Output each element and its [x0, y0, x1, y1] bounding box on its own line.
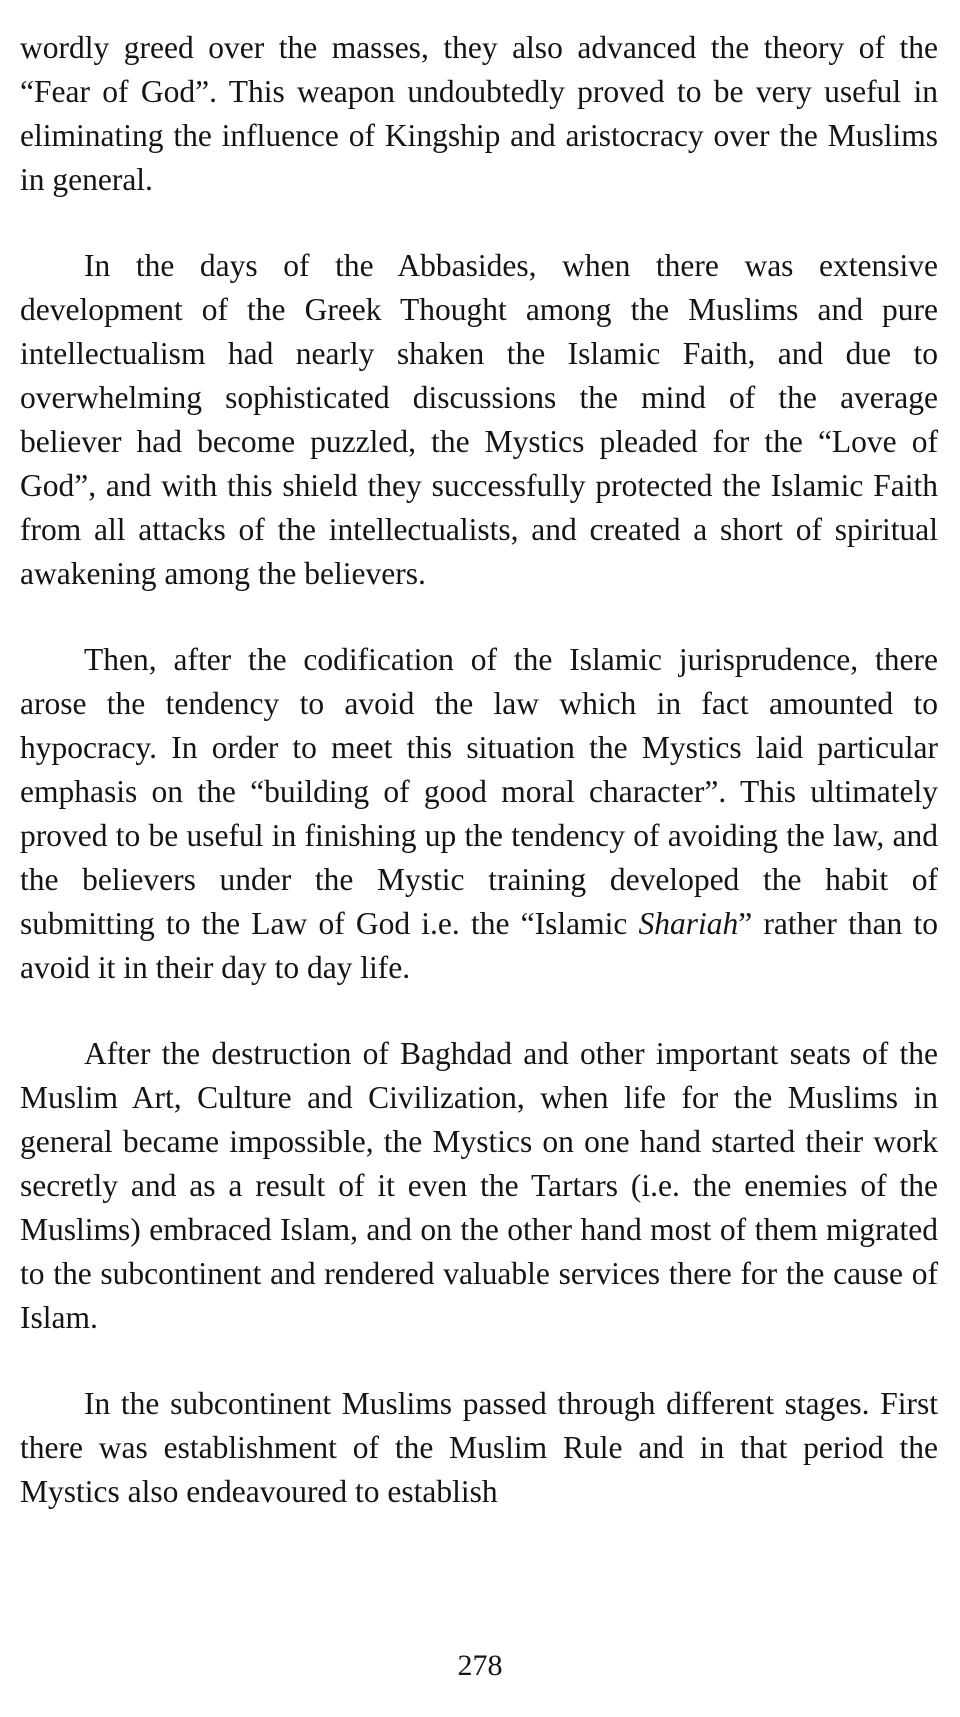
paragraph — [20, 1382, 938, 1514]
italic-term: Shariah — [638, 906, 739, 941]
paragraph — [20, 26, 938, 202]
text-segment: In the subcontinent Muslims passed through different stages. First there was establishment of the Muslim Rule and in that period the Mystics also endeavoured to establish — [20, 1386, 938, 1509]
text-segment: In the days of the Abbasides, when there was extensive development of the Greek Thought among the Muslims and pure intellectualism had nearly shaken the Islamic Faith, and due to overwhelming sophisticated discussions the mind of the average believer had become puzzled, the Mystics pleaded for the “Love of God”, and with this shield they successfully protected the Islamic Faith from all attacks of the intellectualists, and created a short of spiritual awakening among the believers. — [20, 248, 938, 591]
text-segment: ” rather than to avoid it in their day to day life. — [20, 906, 938, 985]
text-segment: After the destruction of Baghdad and other important seats of the Muslim Art, Culture and Civilization, when life for the Muslims in general became impossible, the Mystics on one hand started their work secretly and as a result of it even the Tartars (i.e. the enemies of the Muslims) embraced Islam, and on the other hand most of them migrated to the subcontinent and rendered valuable services there for the cause of Islam. — [20, 1036, 938, 1335]
paragraph — [20, 244, 938, 596]
page-body — [20, 26, 938, 1514]
paragraph — [20, 638, 938, 990]
text-segment: wordly greed over the masses, they also advanced the theory of the “Fear of God”. This weapon undoubtedly proved to be very useful in eliminating the influence of Kingship and aristocracy over the Muslims in general. — [20, 30, 938, 197]
paragraph — [20, 1032, 938, 1340]
page-number: 278 — [457, 1649, 503, 1682]
text-segment: Then, after the codification of the Islamic jurisprudence, there arose the tendency to avoid the law which in fact amounted to hypocracy. In order to meet this situation the Mystics laid particular emphasis on the “building of good moral character”. This ultimately proved to be useful in finishing up the tendency of avoiding the law, and the believers under the Mystic training developed the habit of submitting to the Law of God i.e. the “Islamic — [20, 642, 938, 941]
